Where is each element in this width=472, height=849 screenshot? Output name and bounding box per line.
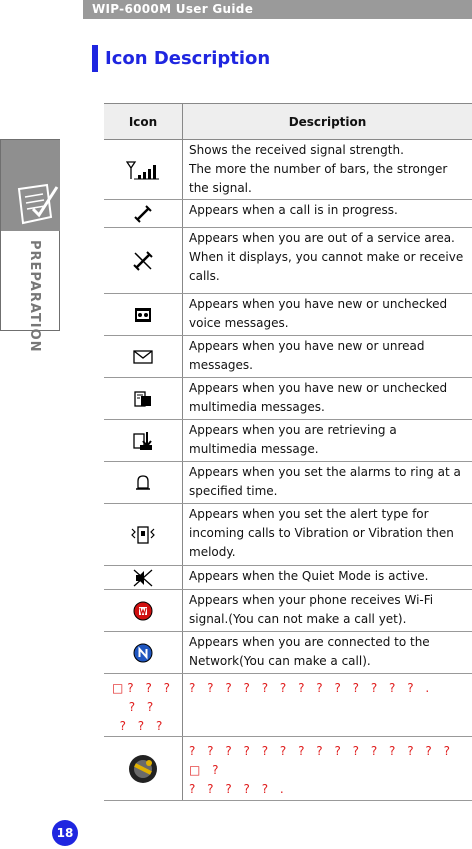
retrieving-message-icon: [133, 431, 153, 451]
table-row: [104, 378, 472, 420]
voice-message-icon: [134, 307, 152, 323]
network-connected-icon: [133, 643, 153, 663]
garbled-description: ? ? ? ? ? ? ? ? ? ? ? ? ? ? ? □ ?: [189, 744, 454, 777]
table-row: [104, 566, 472, 590]
notepad-pen-icon: [13, 183, 59, 227]
table-row: [104, 632, 472, 674]
table-row: [104, 462, 472, 504]
description-text: Appears when you have new or unread messages.: [183, 336, 472, 378]
description-column-header: Description: [183, 104, 472, 140]
call-in-progress-icon: [134, 205, 152, 223]
envelope-icon: [133, 350, 153, 364]
round-badge-icon: [125, 751, 161, 787]
description-text: Appears when you are out of a service area. When it displays, you cannot make or receive calls.: [183, 228, 472, 294]
alarm-bell-icon: [135, 474, 151, 492]
description-line: Shows the received signal strength.: [189, 143, 404, 157]
table-row: [104, 420, 472, 462]
icon-table: [104, 103, 472, 801]
description-text: Appears when you set the alarms to ring at a specified time.: [183, 462, 472, 504]
garbled-icon-text: □? ? ?: [111, 681, 175, 695]
description-text: Appears when you set the alert type for incoming calls to Vibration or Vibration then melody.: [183, 504, 472, 566]
page-title: Icon Description: [105, 48, 271, 69]
description-text: Appears when your phone receives Wi-Fi signal.(You can not make a call yet).: [183, 590, 472, 632]
description-text: Appears when you have new or unchecked voice messages.: [183, 294, 472, 336]
icon-column-header: Icon: [104, 104, 183, 140]
signal-strength-icon: [126, 160, 160, 180]
quiet-mode-icon: [133, 569, 153, 587]
table-row: [104, 294, 472, 336]
description-text: Appears when a call is in progress.: [183, 200, 472, 228]
description-text: Appears when you have new or unchecked multimedia messages.: [183, 378, 472, 420]
table-row: [104, 200, 472, 228]
side-tab-label: PREPARATION: [27, 240, 42, 353]
table-row: [104, 336, 472, 378]
table-row: [104, 737, 472, 801]
table-row: [104, 140, 472, 200]
guide-title: WIP-6000M User Guide: [92, 2, 254, 16]
garbled-description: ? ? ? ? ? ? ? ? ? ? ? ? ? .: [183, 674, 472, 737]
table-row: [104, 674, 472, 737]
description-text: Appears when the Quiet Mode is active.: [183, 566, 472, 590]
table-row: [104, 504, 472, 566]
description-text: Appears when you are connected to the Network(You can make a call).: [183, 632, 472, 674]
vibration-alert-icon: [130, 524, 156, 546]
table-row: [104, 228, 472, 294]
garbled-icon-text: ? ? ?: [119, 719, 167, 733]
page-number: 18: [52, 820, 78, 846]
garbled-description: ? ? ? ? ? .: [189, 782, 288, 796]
garbled-icon-text: ? ?: [128, 700, 158, 714]
out-of-service-icon: [133, 251, 153, 271]
title-accent-bar: [92, 45, 98, 72]
description-line: The more the number of bars, the stronger the signal.: [189, 162, 448, 195]
description-text: Appears when you are retrieving a multimedia message.: [183, 420, 472, 462]
multimedia-message-icon: [134, 390, 152, 408]
table-row: [104, 590, 472, 632]
wifi-signal-icon: [133, 601, 153, 621]
